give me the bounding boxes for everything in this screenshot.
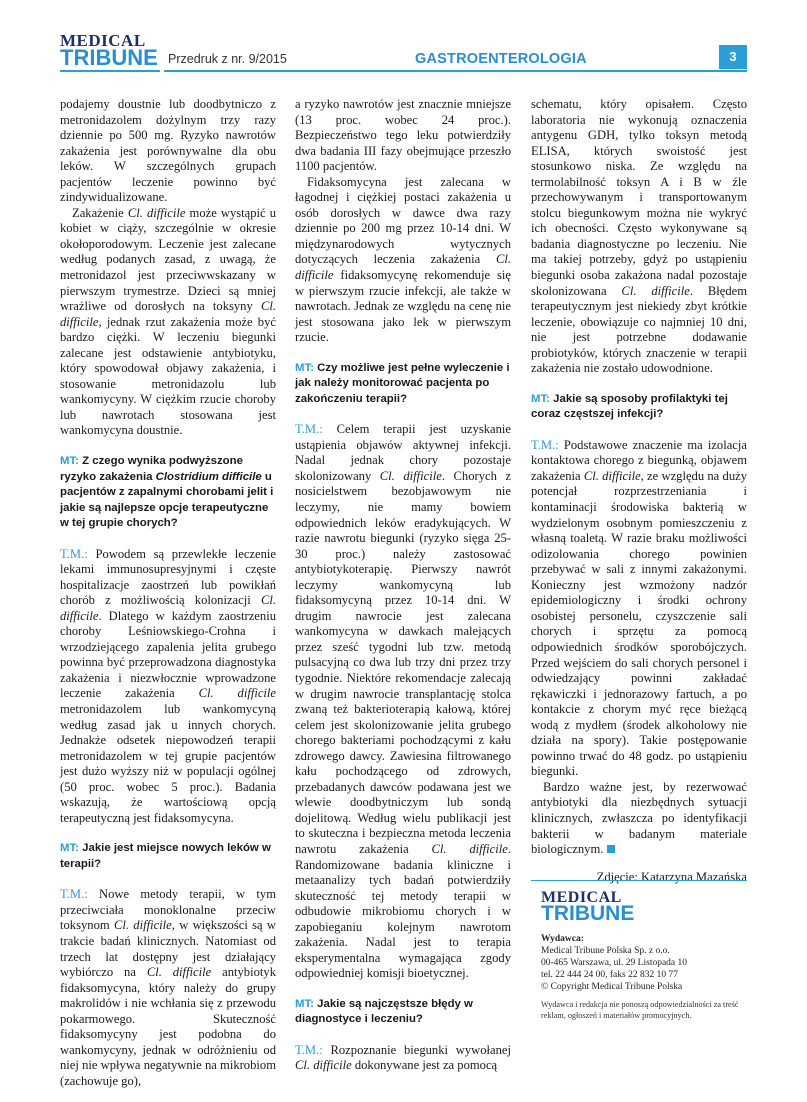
text: podajemy doustnie lub doodbytniczo z metronidazolem dożylnym trzy razy dziennie po 500 mg. Ryzyko nawrotów zakażenia jest porównywalne dla obu leków. W szczególnych grupach pacjentów leczenie powinno być zindywidualizowane. <box>60 97 276 205</box>
publisher-line: tel. 22 444 24 00, faks 22 832 10 77 <box>541 970 678 980</box>
publisher-line: 00-465 Warszawa, ul. 29 Listopada 10 <box>541 958 688 968</box>
tm-label: T.M.: <box>295 1042 323 1057</box>
end-square-icon <box>607 845 615 853</box>
text: Powodem są przewlekłe leczenie lekami immunosupresyjnymi i częste hospitalizacje zaostrzeń lub powikłań chorób z możliwością kolonizacji <box>60 546 276 608</box>
text: Bardzo ważne jest, by rezerwować antybiotyki dla niezbędnych sytuacji klinicznych, zwłaszcza po identyfikacji bakterii w badanym materiale biologicznym. <box>531 779 747 857</box>
paragraph <box>531 780 747 858</box>
column-2 <box>295 97 511 1074</box>
tm-label: T.M.: <box>531 437 559 452</box>
interview-question <box>531 392 747 423</box>
text: Rozpoznanie biegunki wywołanej <box>322 1042 511 1057</box>
paragraph <box>60 206 276 439</box>
tm-label: T.M.: <box>60 887 88 902</box>
header-rule-right <box>164 70 747 72</box>
text: antybiotyk fidaksomycyna, który należy do grupy makrolidów i nie wchłania się z przewodu pokarmowego. Skuteczność fidaksomycyny jest podobna do wankomycyny, jednak w odróżnieniu od niej nie wpływa negatywnie na mikrobiom (zachowuje go), <box>60 965 276 1088</box>
logo-tribune: TRIBUNE <box>541 902 635 925</box>
publisher-logo <box>541 891 634 923</box>
species-name: Clostridium difficile <box>155 470 262 483</box>
logo-medical: MEDICAL <box>541 889 622 906</box>
paragraph <box>295 175 511 346</box>
species-name: Cl. difficile <box>146 965 212 980</box>
text: fidaksomycynę rekomenduje się w pierwszym rzucie infekcji, ale także w nawrotach. Jednak ze względu na cenę nie jest stosowana jako lek w pierwszym rzucie. <box>295 268 511 345</box>
medical-tribune-logo <box>60 31 158 70</box>
text: , jednak rzut zakażenia może być bardzo ciężki. W leczeniu biegunki zalecane jest odstawienie antybiotyku, który spowodował objawy zakażenia, i stosowanie metronidazolu lub wankomycyny. W ciężkim rzucie choroby lub nawrotach stosowana jest wankomycyna doustnie. <box>60 314 276 438</box>
mt-label: MT: <box>60 842 79 855</box>
paragraph <box>531 97 747 377</box>
species-name: Cl. difficile <box>113 918 172 933</box>
text: Jakie są najczęstsze błędy w diagnostyce i leczeniu? <box>295 997 473 1026</box>
publisher-line: Medical Tribune Polska Sp. z o.o. <box>541 946 670 956</box>
interview-question <box>60 454 276 532</box>
text: , ze względu na duży potencjał rozprzestrzeniania i kontaminacji środowiska bakterią w wydzielonym osobnym pomieszczeniu z własną toaletą. W razie braku możliwości odizolowania chorego powinien przebywać w sali z innymi zakażonymi. Konieczny jest wzmożony nadzór epidemiologiczny i środki ochrony osobistej personelu, czyszczenie sali chorych i sprzętu za pomocą odpowiednich środków sporobójczych. Przed wejściem do sali chorych personel i odwiedzający powinni zakładać rękawiczki i jednorazowy fartuch, a po kontakcie z chorym myć ręce bieżącą wodą z mydłem (środek alkoholowy nie działa na spory). Takie postępowanie powinno trwać do 48 godz. po ustąpieniu biegunki. <box>531 468 748 779</box>
text: u pacjentów z zapalnymi chorobami jelit i jakie są najlepsze opcje terapeutyczne w tej grupie chorych? <box>60 470 274 530</box>
publisher-info <box>541 933 687 993</box>
mt-label: MT: <box>60 455 79 468</box>
header-rule-left <box>60 70 160 72</box>
reprint-note: Przedruk z nr. 9/2015 <box>168 52 287 66</box>
text: dokonywane jest za pomocą <box>351 1058 498 1073</box>
text: metronidazolem lub wankomycyną według zasad jak u innych chorych. Jednakże odsetek niepowodzeń terapii metronidazolem w tej grupie pacjentów jest dużo wyższy niż w populacji ogólnej (50 proc. wobec 5 proc.). Badania wskazują, że wartościową opcją terapeutyczną jest fidaksomycyna. <box>60 702 276 825</box>
text: . Randomizowane badania kliniczne i metaanalizy tych badań potwierdziły skuteczność tej metody terapii w odbudowie mikrobiomu chorych i w zapobieganiu kolejnym nawrotom zakażenia. Nadal jest to terapia eksperymentalna wymagająca zgody odpowiedniej komisji bioetycznej. <box>295 842 511 981</box>
text: Nowe metody terapii, w tym przeciwciała monoklonalne przeciw toksynom <box>60 887 276 933</box>
interview-answer <box>60 547 276 827</box>
text: Zakażenie <box>72 205 128 220</box>
mt-label: MT: <box>295 361 314 374</box>
text: a ryzyko nawrotów jest znacznie mniejsze (13 proc. wobec 24 proc.). Bezpieczeństwo tego leku potwierdziły dwa badania III fazy obejmujące przeszło 1100 pacjentów. <box>295 97 511 174</box>
species-name: Cl. difficile <box>127 205 186 220</box>
text: . Dlatego w każdym zaostrzeniu choroby Leśniowskiego-Crohna i wrzodziejącego zapalenia jelita grubego powinna być przeprowadzona diagnostyka zakażenia i niezwłocznie wprowadzone leczenie zakażenia <box>60 608 276 701</box>
page-number: 3 <box>719 45 747 69</box>
page-header <box>0 0 807 90</box>
interview-answer <box>295 1043 511 1074</box>
text: schematu, który opisałem. Często laboratoria nie wykonują oznaczenia antygenu GDH, tylko toksyn metodą ELISA, których swoistość jest stosunkowo niska. Ze względu na termolabilność toksyn A i B w źle przechowywanym i transportowanym stolcu biegunkowym można nie wykryć ich obecności. Często wykonywane są badania diagnostyczne po leczeniu. Nie ma takiej potrzeby, gdyż po ustąpieniu biegunki osoba zakażona nadal pozostaje skolonizowana <box>531 97 747 298</box>
publisher-label: Wydawca: <box>541 934 584 944</box>
section-title: GASTROENTEROLOGIA <box>415 51 587 67</box>
text: . Chorych z nosicielstwem bezobjawowym nie leczymy, nie mamy bowiem odpowiednich leków eradykujących. W razie nawrotu biegunki (ryzyko sięga 25-30 proc.) należy zastosować antybiotykoterapię. Pierwszy nawrót leczymy wankomycyną lub fidaksomycyną przez 10-14 dni. W drugim nawrocie jest zalecana wankomycyna w dawkach malejących przez sześć tygodni lub tzw. metodą pulsacyjną co dwa lub trzy dni przez trzy tygodnie. Niektóre rekomendacje zalecają w drugim nawrocie transplantację stolca zwaną też bakterioterapią kałową, której celem jest skolonizowanie jelita grubego chorego bakteriami pochodzącymi z kału zdrowego dawcy. Zawiesina filtrowanego kału pochodzącego od zdrowych, przebadanych dawców podawana jest we wlewie doodbytniczym lub sondą dojelitową. Według wielu publikacji jest to skuteczna i bezpieczna metoda leczenia nawrotu zakażenia <box>295 468 511 857</box>
text: Jakie jest miejsce nowych leków w terapii? <box>60 842 271 870</box>
column-3 <box>531 97 747 885</box>
text: Fidaksomycyna jest zalecana w łagodnej i ciężkiej postaci zakażenia u osób dorosłych w dawce dwa razy dziennie po 200 mg przez 10-14 dni. W międzynarodowych wytycznych dotyczących leczenia zakażenia <box>295 174 511 267</box>
text: Czy możliwe jest pełne wyleczenie i jak należy monitorować pacjenta po zakończeniu terapii? <box>295 361 510 405</box>
species-name: Cl. difficile <box>431 842 508 857</box>
mt-label: MT: <box>295 997 314 1010</box>
species-name: Cl. difficile <box>295 252 511 283</box>
species-name: Cl. difficile <box>295 1058 352 1073</box>
text: , w większości są w trakcie badań klinicznych. Natomiast od trzech lat dostępny jest działający wybiórczo na <box>60 918 276 980</box>
text: Jakie są sposoby profilaktyki tej coraz częstszej infekcji? <box>531 392 728 421</box>
column-1 <box>60 97 276 1089</box>
tm-label: T.M.: <box>60 546 88 561</box>
publisher-line: © Copyright Medical Tribune Polska <box>541 982 683 992</box>
interview-answer <box>60 887 276 1089</box>
text: Celem terapii jest uzyskanie ustąpienia objawów aktywnej infekcji. Nadal jednak chory pozostaje skolonizowany <box>295 422 511 483</box>
species-name: Cl. difficile <box>583 468 641 483</box>
interview-question <box>60 841 276 872</box>
logo-medical: MEDICAL <box>60 31 146 50</box>
photo-credit: Zdjęcie: Katarzyna Mazańska <box>596 869 747 884</box>
interview-answer <box>531 438 747 780</box>
interview-answer <box>295 422 511 982</box>
interview-question <box>295 997 511 1028</box>
interview-question <box>295 361 511 408</box>
species-name: Cl. difficile <box>621 283 690 298</box>
text: . Błędem terapeutycznym jest niekiedy zbyt krótkie leczenie, obowiązuje co najmniej 10 dni, nie jest potrzebne dodawanie probiotyków, których znaczenie w terapii zakażenia nie zostało udowodnione. <box>531 283 747 376</box>
species-name: Cl. difficile <box>60 593 276 623</box>
paragraph <box>295 97 511 175</box>
logo-tribune: TRIBUNE <box>60 45 158 70</box>
paragraph <box>60 97 276 206</box>
publisher-disclaimer: Wydawca i redakcja nie ponoszą odpowiedzialności za treść reklam, ogłoszeń i materiałów promocyjnych. <box>541 1000 739 1020</box>
publisher-box <box>531 880 747 1026</box>
text: może wystąpić u kobiet w ciąży, szczególnie w okresie okołoporodowym. Leczenie jest zalecane według podanych zasad, z uwagą, że metronidazol jest przeciwwskazany w pierwszym trymestrze. Dzieci są mniej wrażliwe od dorosłych na toksyny <box>60 205 277 314</box>
species-name: Cl. difficile <box>198 686 276 701</box>
text: Z czego wynika podwyższone ryzyko zakażenia <box>60 455 243 483</box>
text: Podstawowe znaczenie ma izolacja kontaktowa chorego z biegunką, objawem zakażenia <box>531 437 747 483</box>
species-name: Cl. difficile <box>60 299 276 329</box>
species-name: Cl. difficile <box>379 468 442 483</box>
tm-label: T.M.: <box>295 422 323 437</box>
mt-label: MT: <box>531 392 550 405</box>
